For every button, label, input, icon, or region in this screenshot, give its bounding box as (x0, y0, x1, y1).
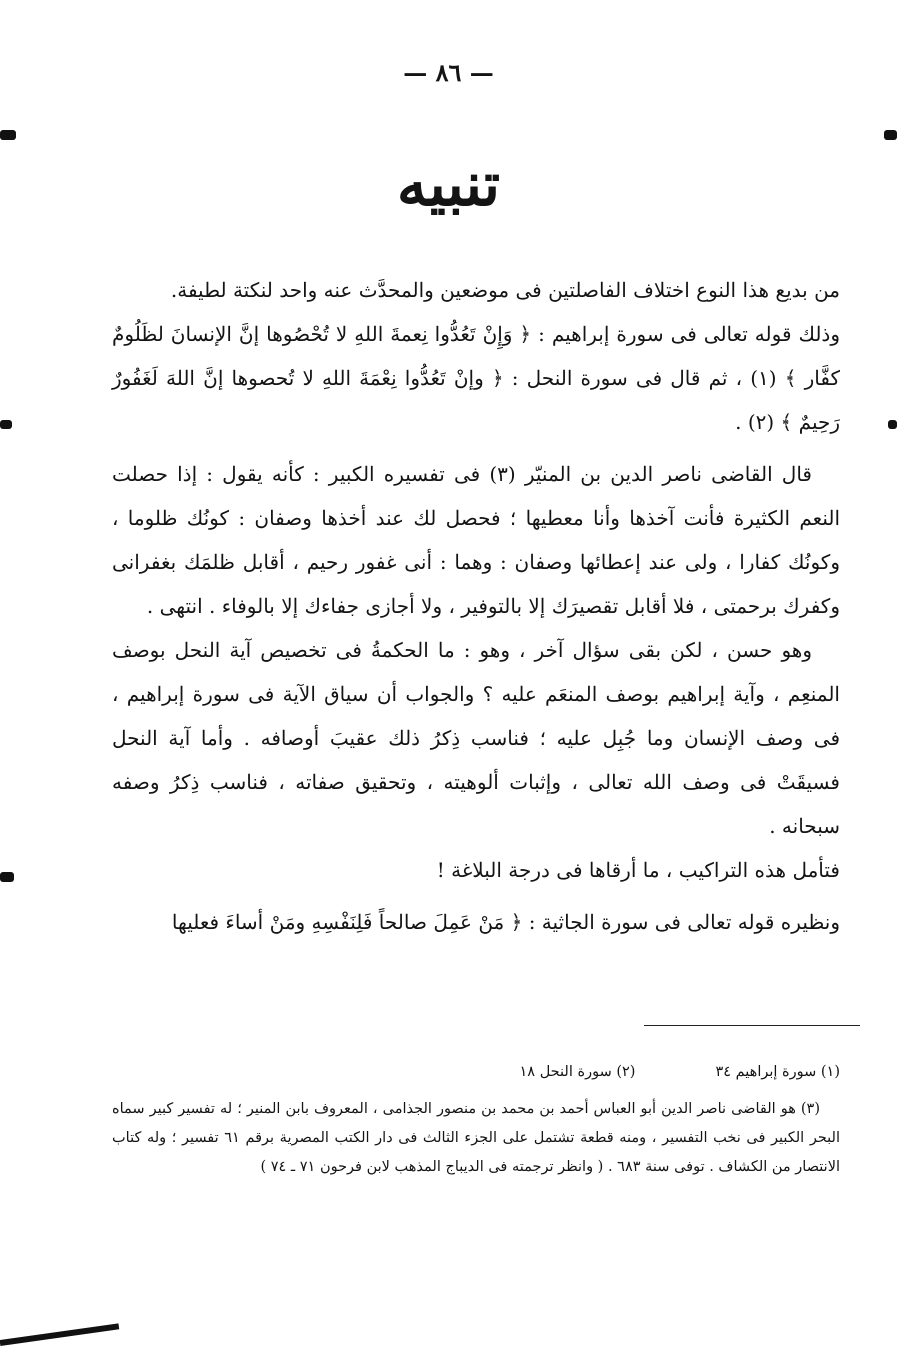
scan-edge-mark (884, 130, 897, 140)
paragraph-ibn-munayyir-quote: قال القاضى ناصر الدين بن المنيّر (٣) فى تفسيره الكبير : كأنه يقول : إذا حصلت النعم الكثيرة فأنت آخذها وأنا معطيها ؛ فحصل لك عند أخذها وصفان : كونُك ظلوما ، وكونُك كفارا ، ولى عند إعطائها وصفان : وهما : أنى غفور رحيم ، أقابل ظلمَك بغفرانى وكفرك برحمتى ، فلا أقابل تقصيرَك إلا بالتوفير ، ولا أجازى جفاءك إلا بالوفاء . انتهى . (112, 462, 840, 618)
scan-edge-mark (888, 420, 897, 429)
footnote-row (112, 1058, 840, 1087)
footnote-separator (644, 1025, 860, 1026)
paragraph-explanation: وهو حسن ، لكن بقى سؤال آخر ، وهو : ما الحكمةُ فى تخصيص آية النحل بوصف المنعِم ، وآية إبراهيم بوصف المنعَم عليه ؟ والجواب أن سياق الآية فى سورة إبراهيم ، فى وصف الإنسان وما جُبِل عليه ؛ فناسب ذِكرُ ذلك عقيبَ أوصافه . وأما آية النحل فسيقَتْ فى وصف الله تعالى ، وإثبات ألوهيته ، وتحقيق صفاته ، فناسب ذِكرُ وصفه سبحانه . (112, 638, 840, 838)
page-number: — ٨٦ — (403, 58, 494, 87)
scan-edge-mark (0, 420, 12, 429)
footnote-2: (٢) سورة النحل ١٨ (519, 1064, 636, 1080)
footnotes (112, 1058, 840, 1182)
footnote-1: (١) سورة إبراهيم ٣٤ (715, 1064, 840, 1080)
paragraph-example: ونظيره قوله تعالى فى سورة الجاثية : ﴿ مَنْ عَمِلَ صالحاً فَلِنَفْسِهِ ومَنْ أساءَ فعليها (171, 910, 840, 934)
paragraph-intro: من بديع هذا النوع اختلاف الفاصلتين فى موضعين والمحدَّث عنه واحد لنكتة لطيفة. (170, 278, 840, 302)
paragraph-quran-verses: وذلك قوله تعالى فى سورة إبراهيم : ﴿ وَإِنْ تَعُدُّوا نِعمةَ اللهِ لا تُحْصُوها إنَّ الإنسانَ لظَلُومٌ كفَّار ﴾ (١) ، ثم قال فى سورة النحل : ﴿ وإنْ تَعُدُّوا نِعْمَةَ اللهِ لا تُحصوها إنَّ اللهَ لَغَفُورٌ رَحِيمٌ ﴾ (٢) . (112, 322, 840, 434)
body-text (112, 268, 840, 944)
section-heading: تنبيه (396, 150, 501, 220)
scan-edge-mark (0, 130, 16, 140)
scan-edge-mark (0, 872, 14, 882)
scan-edge-mark (0, 1323, 119, 1346)
footnote-3: (٣) هو القاضى ناصر الدين أبو العباس أحمد بن محمد بن منصور الجذامى ، المعروف بابن المنير ؛ له تفسير كبير سماه البحر الكبير فى نخب التفسير ، ومنه قطعة تشتمل على الجزء الثالث فى دار الكتب المصرية برقم ٦١ تفسير ؛ وله كتاب الانتصار من الكشاف . توفى سنة ٦٨٣ . ( وانظر ترجمته فى الديباج المذهب لابن فرحون ٧١ ـ ٧٤ ) (112, 1101, 840, 1175)
paragraph-reflection: فتأمل هذه التراكيب ، ما أرقاها فى درجة البلاغة ! (436, 858, 840, 882)
